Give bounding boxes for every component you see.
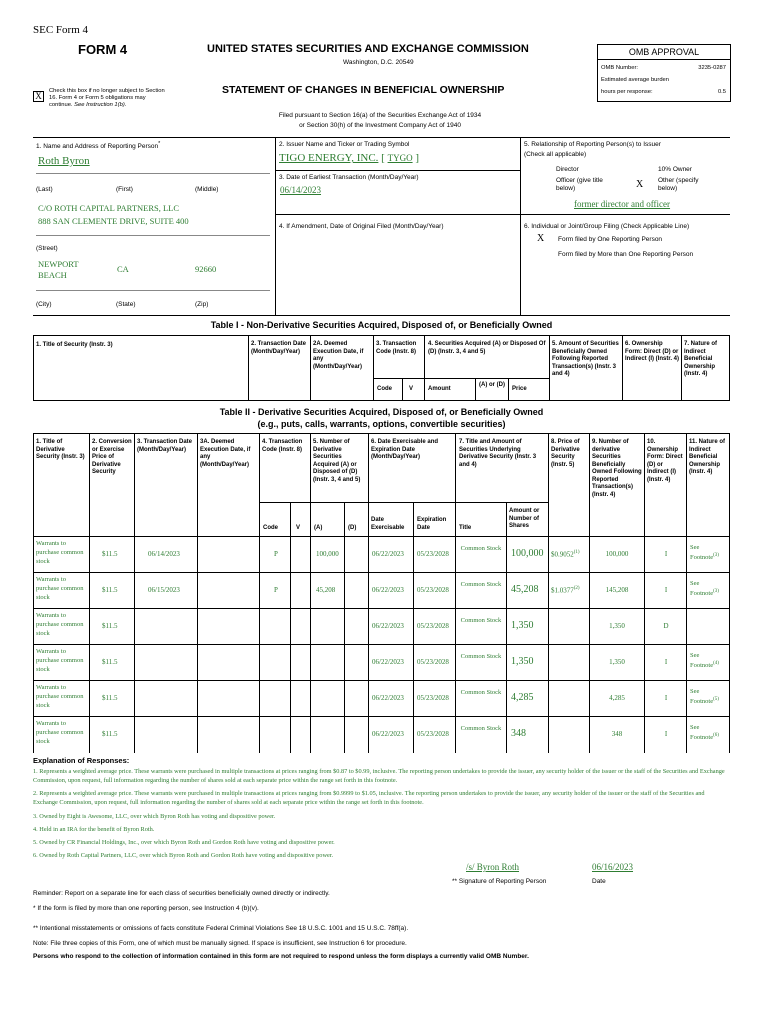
t2-expiration: Expiration Date <box>417 517 447 531</box>
row-acquired-amount: 45,208 <box>316 586 336 594</box>
owner-label: 10% Owner <box>658 166 692 173</box>
row-acquired-amount: 100,000 <box>316 550 339 558</box>
t1-aord: (A) or (D) <box>479 382 505 388</box>
omb-hours: 0.5 <box>717 89 726 95</box>
row-transaction-date: 06/15/2023 <box>148 586 180 594</box>
box2-label: 2. Issuer Name and Ticker or Trading Symbol <box>279 141 410 148</box>
t2-v: V <box>296 525 301 531</box>
date-label: Date <box>592 878 606 885</box>
director-label: Director <box>556 166 579 173</box>
middle-label: (Middle) <box>195 186 219 193</box>
t1-col1: 1. Title of Security (Instr. 3) <box>36 342 113 348</box>
box5-label: 5. Relationship of Reporting Person(s) to Issuer <box>524 141 661 148</box>
row-derivative-price: $1.0377$^{(2)}$ <box>551 586 580 595</box>
footer-reminder: Reminder: Report on a separate line for each class of securities beneficially owned directly or indirectly. <box>33 890 330 897</box>
section16-text: Check this box if no longer subject to Section 16. Form 4 or Form 5 obligations may continue. See Instruction 1(b). <box>49 88 165 109</box>
footer-note: Note: File three copies of this Form, one of which must be manually signed. If space is insufficient, see Instruction 6 for procedure. <box>33 940 407 947</box>
t2-col8: 8. Price of Derivative Security (Instr. 5) <box>551 439 580 468</box>
first-label: (First) <box>116 186 133 193</box>
commission-location: Washington, D.C. 20549 <box>343 59 414 66</box>
t1-amount: Amount <box>428 386 451 392</box>
row-underlying-title: Common Stock <box>460 689 502 696</box>
row-date-exercisable: 06/22/2023 <box>372 694 404 702</box>
row-expiration-date: 05/23/2028 <box>417 622 449 630</box>
row-conversion-price: $11.5 <box>102 694 118 702</box>
t2-col6: 6. Date Exercisable and Expiration Date (Month/Day/Year) <box>371 439 439 460</box>
earliest-transaction-date: 06/14/2023 <box>280 185 322 195</box>
row-transaction-code: P <box>274 586 278 594</box>
t2-title: Title <box>459 525 472 531</box>
footer-intentional: ** Intentional misstatements or omissions of facts constitute Federal Criminal Violations See 18 U.S.C. 1001 and 15 U.S.C. 78ff(a). <box>33 925 409 932</box>
explanation-note: 3. Owned by Eight is Awesome, LLC, over which Byron Roth has voting and dispositive power. <box>33 812 276 820</box>
row-underlying-shares: 100,000 <box>511 548 544 559</box>
t2-date-exercisable: Date Exercisable <box>371 517 405 531</box>
box1-label: 1. Name and Address of Reporting Person* <box>36 141 161 151</box>
row-date-exercisable: 06/22/2023 <box>372 622 404 630</box>
explanation-title: Explanation of Responses: <box>33 756 130 765</box>
row-date-exercisable: 06/22/2023 <box>372 730 404 738</box>
row-security-title: Warrants to purchase common stock <box>36 576 84 601</box>
row-security-title: Warrants to purchase common stock <box>36 720 84 745</box>
form-title: FORM 4 <box>78 42 128 57</box>
row-ownership-form: I <box>664 586 668 594</box>
t1-col5: 5. Amount of Securities Beneficially Owned Following Reported Transaction(s) (Instr. 3 and 4) <box>552 341 619 377</box>
row-security-title: Warrants to purchase common stock <box>36 684 84 709</box>
row-expiration-date: 05/23/2028 <box>417 586 449 594</box>
row-ownership-form: I <box>664 658 668 666</box>
t2-col9: 9. Number of derivative Securities Beneficially Owned Following Reported Transaction(s) (Instr. 4) <box>592 439 642 498</box>
row-ownership-form: I <box>664 550 668 558</box>
statement-title: STATEMENT OF CHANGES IN BENEFICIAL OWNERSHIP <box>222 84 505 96</box>
omb-approval-box <box>597 44 731 102</box>
row-conversion-price: $11.5 <box>102 622 118 630</box>
signature-date: 06/16/2023 <box>592 862 634 872</box>
omb-number: 3235-0287 <box>698 65 726 71</box>
row-conversion-price: $11.5 <box>102 586 118 594</box>
zip-value: 92660 <box>195 264 217 274</box>
row-expiration-date: 05/23/2028 <box>417 694 449 702</box>
t2-col2: 2. Conversion or Exercise Price of Derivative Security <box>92 439 132 475</box>
sec-form-label: SEC Form 4 <box>33 24 89 36</box>
reporting-person-name: Roth Byron <box>38 155 90 167</box>
t1-col4: 4. Securities Acquired (A) or Disposed Of (D) (Instr. 3, 4 and 5) <box>428 341 546 355</box>
row-underlying-title: Common Stock <box>460 581 502 588</box>
t2-col10: 10. Ownership Form: Direct (D) or Indirect (I) (Instr. 4) <box>647 439 683 483</box>
row-nature-of-ownership[interactable]: See Footnote$^{(6)}$ <box>690 724 719 741</box>
row-ownership-form: I <box>664 730 668 738</box>
section16-checkbox[interactable]: X <box>33 91 44 102</box>
filed-pursuant-2: or Section 30(h) of the Investment Company Act of 1940 <box>299 122 461 129</box>
box6-label: 6. Individual or Joint/Group Filing (Check Applicable Line) <box>524 223 690 230</box>
box3-label: 3. Date of Earliest Transaction (Month/Day/Year) <box>279 174 419 181</box>
row-underlying-title: Common Stock <box>460 545 502 552</box>
state-value: CA <box>117 264 129 274</box>
t2-col3: 3. Transaction Date (Month/Day/Year) <box>137 439 193 453</box>
row-nature-of-ownership[interactable]: See Footnote$^{(3)}$ <box>690 580 719 597</box>
table1-title: Table I - Non-Derivative Securities Acquired, Disposed of, or Beneficially Owned <box>210 320 553 330</box>
filed-pursuant-1: Filed pursuant to Section 16(a) of the Securities Exchange Act of 1934 <box>278 112 482 119</box>
row-underlying-title: Common Stock <box>460 725 502 732</box>
explanation-note: 5. Owned by CR Financial Holdings, Inc., over which Byron Roth and Gordon Roth have voting and dispositive power. <box>33 838 335 846</box>
t1-col7: 7. Nature of Indirect Beneficial Ownership (Instr. 4) <box>684 341 718 377</box>
row-expiration-date: 05/23/2028 <box>417 730 449 738</box>
row-date-exercisable: 06/22/2023 <box>372 586 404 594</box>
signature-label: ** Signature of Reporting Person <box>452 878 547 885</box>
row-expiration-date: 05/23/2028 <box>417 658 449 666</box>
row-underlying-shares: 45,208 <box>511 584 539 595</box>
row-date-exercisable: 06/22/2023 <box>372 658 404 666</box>
other-label: Other (specify below) <box>658 177 699 193</box>
t1-price: Price <box>512 386 527 392</box>
row-underlying-shares: 348 <box>511 728 526 739</box>
row-security-title: Warrants to purchase common stock <box>36 540 84 565</box>
t2-a: (A) <box>314 525 323 531</box>
zip-label: (Zip) <box>195 301 209 308</box>
row-owned-following: 100,000 <box>605 550 629 558</box>
commission-title: UNITED STATES SECURITIES AND EXCHANGE COMMISSION <box>207 43 529 55</box>
row-nature-of-ownership[interactable]: See Footnote$^{(4)}$ <box>690 652 719 669</box>
row-underlying-title: Common Stock <box>460 617 502 624</box>
row-conversion-price: $11.5 <box>102 658 118 666</box>
row-nature-of-ownership[interactable]: See Footnote$^{(5)}$ <box>690 688 719 705</box>
t2-d: (D) <box>348 525 357 531</box>
t2-col7: 7. Title and Amount of Securities Underlying Derivative Security (Instr. 3 and 4) <box>459 439 537 468</box>
box5-sub: (Check all applicable) <box>524 151 587 158</box>
explanation-notes <box>33 767 730 864</box>
row-underlying-title: Common Stock <box>460 653 502 660</box>
officer-label: Officer (give title below) <box>556 177 603 193</box>
other-specified: former director and officer <box>574 199 671 209</box>
row-conversion-price: $11.5 <box>102 730 118 738</box>
t2-col11: 11. Nature of Indirect Beneficial Ownership (Instr. 4) <box>689 439 726 475</box>
row-underlying-shares: 1,350 <box>511 656 534 667</box>
omb-burden-label: Estimated average burden <box>601 77 669 83</box>
omb-number-label: OMB Number: <box>601 65 639 71</box>
t2-code: Code <box>263 525 278 531</box>
issuer-name: TIGO ENERGY, INC. [ TYGO ] <box>279 152 419 164</box>
explanation-note: 4. Held in an IRA for the benefit of Byron Roth. <box>33 825 155 833</box>
row-ownership-form: I <box>664 694 668 702</box>
explanation-note: 6. Owned by Roth Capital Partners, LLC, over which Byron Roth and Gordon Roth have voting and dispositive power. <box>33 851 334 859</box>
t2-col1: 1. Title of Derivative Security (Instr. 3) <box>36 439 85 460</box>
last-label: (Last) <box>36 186 53 193</box>
t1-v: V <box>409 386 414 392</box>
row-owned-following: 145,208 <box>605 586 629 594</box>
row-security-title: Warrants to purchase common stock <box>36 648 84 673</box>
other-checkmark[interactable]: X <box>636 179 644 190</box>
t1-col3: 3. Transaction Code (Instr. 8) <box>376 341 417 355</box>
omb-title: OMB APPROVAL <box>598 45 730 60</box>
t2-amount-shares: Amount or Number of Shares <box>509 508 540 529</box>
row-owned-following: 1,350 <box>609 658 625 666</box>
state-label: (State) <box>116 301 136 308</box>
t1-col6: 6. Ownership Form: Direct (D) or Indirect (I) (Instr. 4) <box>625 341 680 362</box>
street-label: (Street) <box>36 245 58 252</box>
row-owned-following: 4,285 <box>609 694 625 702</box>
explanation-note: 1. Represents a weighted average price. These warrants were purchased in multiple transactions at prices ranging from $0.87 to $0.99, inclusive. The reporting person undertakes to provide the issuer, any security holder of the issuer or the staff of the Securities and Exchange Commission, upon request, full information regarding the number of shares sold at each separate price within the range set forth in this footnote. <box>33 768 725 785</box>
explanation-note: 2. Represents a weighted average price. These warrants were purchased in multiple transactions at prices ranging from $0.9999 to $1.05, inclusive. The reporting person undertakes to provide the issuer, any security holder of the issuer or the staff of the Securities and Exchange Commission, upon request, full information regarding the number of shares sold at each separate price within the range set forth in this footnote. <box>33 790 705 807</box>
table2-title-1: Table II - Derivative Securities Acquired, Disposed of, or Beneficially Owned <box>219 407 544 417</box>
omb-hours-label: hours per response: <box>601 89 653 95</box>
row-security-title: Warrants to purchase common stock <box>36 612 84 637</box>
footer-more: * If the form is filed by more than one reporting person, see Instruction 4 (b)(v). <box>33 905 259 912</box>
row-date-exercisable: 06/22/2023 <box>372 550 404 558</box>
address-line-1: C/O ROTH CAPITAL PARTNERS, LLC <box>38 203 180 213</box>
row-transaction-code: P <box>274 550 278 558</box>
row-conversion-price: $11.5 <box>102 550 118 558</box>
table2-title-2: (e.g., puts, calls, warrants, options, convertible securities) <box>257 419 506 429</box>
t1-code: Code <box>377 386 392 392</box>
t1-col2: 2. Transaction Date (Month/Day/Year) <box>251 341 307 355</box>
city-label: (City) <box>36 301 52 308</box>
one-person-label: Form filed by One Reporting Person <box>558 236 663 243</box>
row-owned-following: 348 <box>611 730 623 738</box>
t2-col3a: 3A. Deemed Execution Date, if any (Month/Day/Year) <box>200 439 251 468</box>
one-person-checkmark[interactable]: X <box>537 233 545 244</box>
row-owned-following: 1,350 <box>609 622 625 630</box>
row-nature-of-ownership[interactable]: See Footnote$^{(3)}$ <box>690 544 719 561</box>
t2-col4: 4. Transaction Code (Instr. 8) <box>262 439 303 453</box>
city-value: NEWPORT BEACH <box>38 259 79 280</box>
signature-value: /s/ Byron Roth <box>466 862 520 872</box>
box4-label: 4. If Amendment, Date of Original Filed (Month/Day/Year) <box>279 223 444 230</box>
row-underlying-shares: 1,350 <box>511 620 534 631</box>
row-transaction-date: 06/14/2023 <box>148 550 180 558</box>
row-derivative-price: $0.9052$^{(1)}$ <box>551 550 580 559</box>
row-underlying-shares: 4,285 <box>511 692 534 703</box>
footer-persons: Persons who respond to the collection of information contained in this form are not required to respond unless the form displays a currently valid OMB Number. <box>33 953 529 960</box>
t2-col5: 5. Number of Derivative Securities Acquired (A) or Disposed of (D) (Instr. 3, 4 and 5) <box>313 439 361 483</box>
more-persons-label: Form filed by More than One Reporting Person <box>558 251 694 258</box>
row-ownership-form: D <box>663 622 669 630</box>
t1-col2a: 2A. Deemed Execution Date, if any (Month/Day/Year) <box>313 341 364 370</box>
row-expiration-date: 05/23/2028 <box>417 550 449 558</box>
address-line-2: 888 SAN CLEMENTE DRIVE, SUITE 400 <box>38 216 189 226</box>
